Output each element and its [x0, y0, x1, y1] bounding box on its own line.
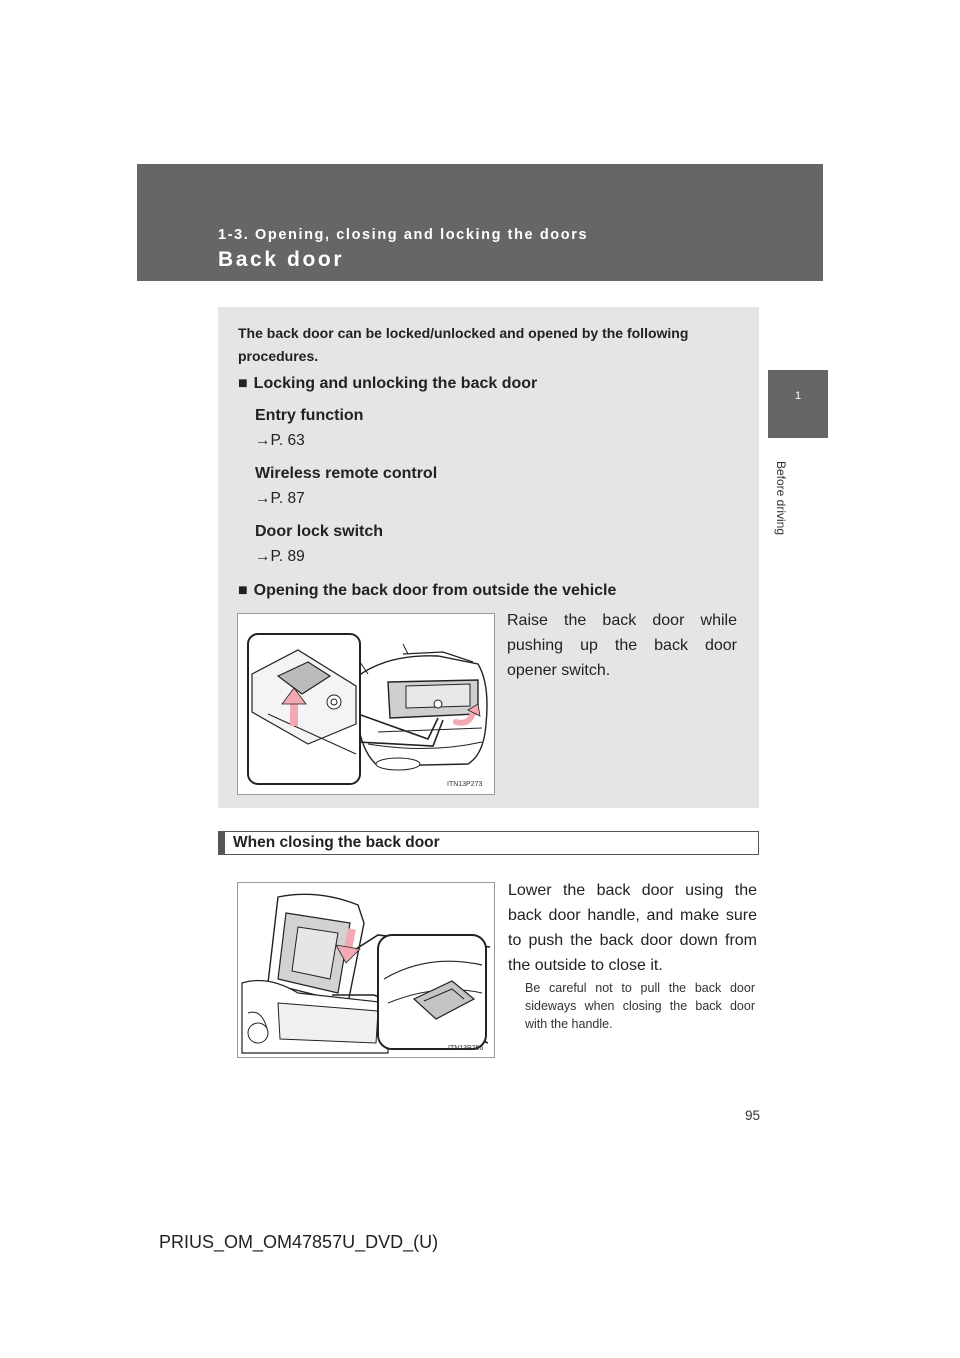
section-label: 1-3. Opening, closing and locking the doors	[218, 227, 589, 243]
chapter-label: Before driving	[774, 460, 788, 536]
subsection-heading	[218, 831, 759, 855]
heading-opening	[238, 582, 616, 600]
intro-text: The back door can be locked/unlocked and opened by the following procedures.	[238, 325, 689, 364]
closing-note: Be careful not to pull the back door sideways when closing the back door with the handle.	[525, 981, 755, 1031]
arrow-icon: →	[255, 490, 271, 507]
heading-locking-label: Locking and unlocking the back door	[253, 375, 538, 392]
figure-closing-back-door	[237, 882, 495, 1058]
page-number: 95	[745, 1108, 761, 1123]
heading-locking	[238, 375, 537, 393]
arrow-icon: →	[255, 432, 271, 449]
illustration-back-door-opener	[238, 614, 494, 794]
chapter-tab	[768, 370, 828, 438]
ref-wireless-remote	[255, 490, 305, 508]
bullet-square-icon: ■	[238, 582, 248, 599]
subsection-title: When closing the back door	[233, 834, 440, 851]
ref-page-link[interactable]: P. 89	[270, 548, 305, 565]
opening-instructions: Raise the back door while pushing up the back door opener switch.	[507, 612, 737, 679]
chapter-label-container	[767, 448, 795, 548]
figure-label: ITN13P273	[447, 781, 483, 788]
ref-door-lock-switch	[255, 548, 305, 566]
procedure-panel	[218, 307, 759, 808]
bullet-square-icon: ■	[238, 375, 248, 392]
item-door-lock-switch: Door lock switch	[255, 523, 384, 540]
header-band	[137, 164, 823, 281]
figure-label: ITN13P256	[448, 1045, 484, 1052]
page-title: Back door	[218, 248, 345, 271]
footer-doc-id: PRIUS_OM_OM47857U_DVD_(U)	[159, 1232, 439, 1252]
item-wireless-remote: Wireless remote control	[255, 465, 438, 482]
figure-back-door-opener	[237, 613, 495, 795]
chapter-number: 1	[794, 390, 802, 402]
closing-instructions: Lower the back door using the back door handle, and make sure to push the back door down from the outside to close it.	[508, 882, 757, 974]
ref-entry-function	[255, 432, 305, 450]
arrow-icon: →	[255, 548, 271, 565]
ref-page-link[interactable]: P. 63	[270, 432, 305, 449]
item-entry-function: Entry function	[255, 407, 364, 424]
ref-page-link[interactable]: P. 87	[270, 490, 305, 507]
illustration-closing-back-door	[238, 883, 494, 1057]
subsection-bar	[219, 832, 225, 854]
heading-opening-label: Opening the back door from outside the vehicle	[253, 582, 617, 599]
